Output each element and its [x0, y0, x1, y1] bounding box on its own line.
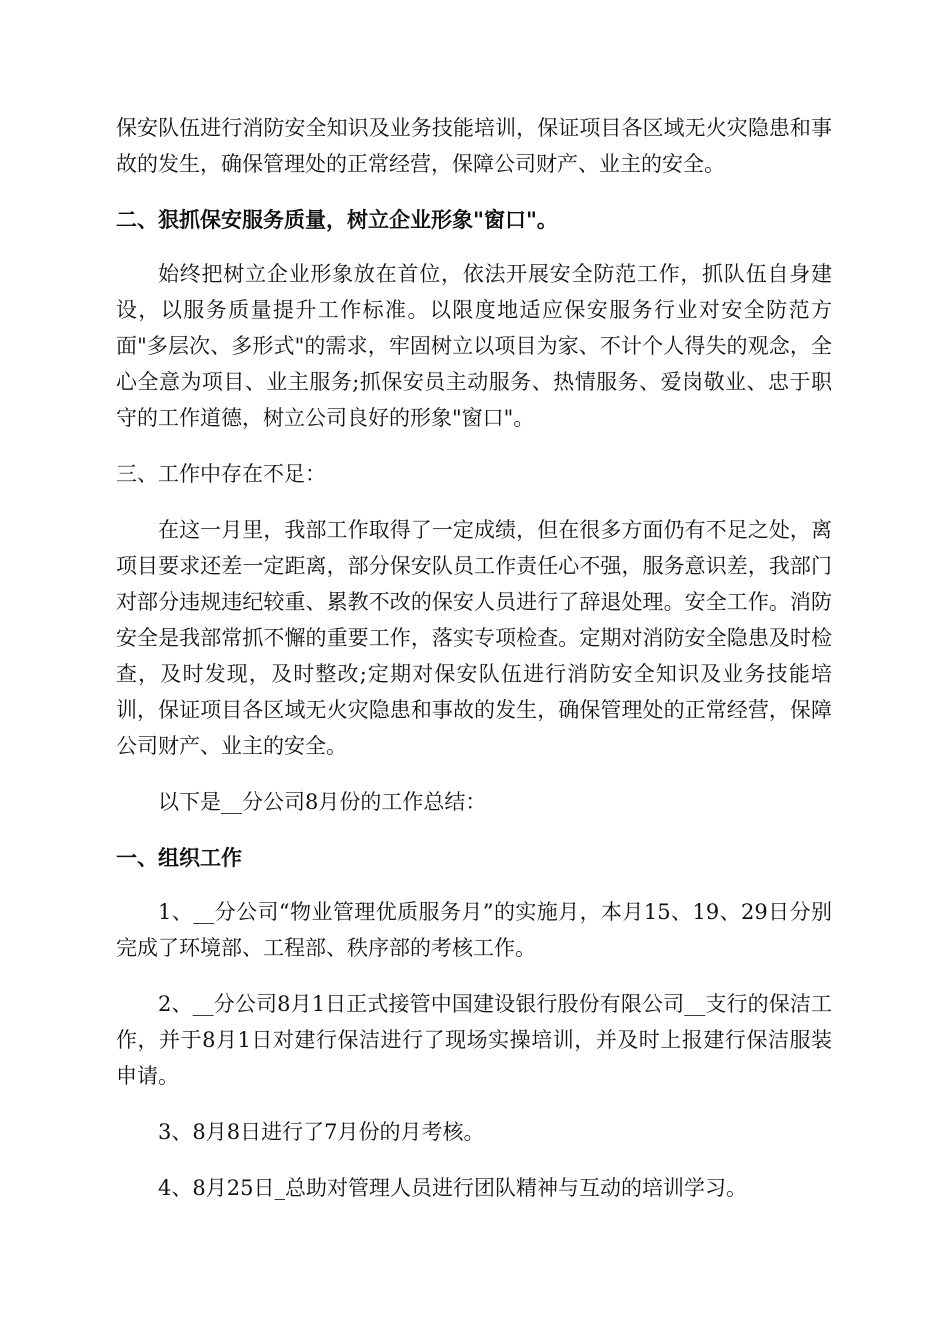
list-item-4: 4、8月25日_总助对管理人员进行团队精神与互动的培训学习。: [158, 1176, 747, 1200]
paragraph-shortcomings: 在这一月里，我部工作取得了一定成绩，但在很多方面仍有不足之处，离项目要求还差一定距离，部分保安队员工作责任心不强，服务意识差，我部门对部分违规违纪较重、累教不改的保安人员进行了辞退处理。安全工作。消防安全是我部常抓不懈的重要工作，落实专项检查。定期对消防安全隐患及时检查，及时发现，及时整改;定期对保安队伍进行消防安全知识及业务技能培训，保证项目各区域无火灾隐患和事故的发生，确保管理处的正常经营，保障公司财产、业主的安全。: [116, 518, 832, 758]
paragraph-company-image: 始终把树立企业形象放在首位，依法开展安全防范工作，抓队伍自身建设，以服务质量提升工作标准。以限度地适应保安服务行业对安全防范方面"多层次、多形式"的需求，牢固树立以项目为家、不计个人得失的观念，全心全意为项目、业主服务;抓保安员主动服务、热情服务、爱岗敬业、忠于职守的工作道德，树立公司良好的形象"窗口"。: [116, 262, 832, 430]
paragraph-august-summary-intro: 以下是__分公司8月份的工作总结：: [158, 790, 487, 814]
list-item-3: 3、8月8日进行了7月份的月考核。: [158, 1120, 485, 1144]
heading-service-quality: 二、狠抓保安服务质量，树立企业形象"窗口"。: [116, 208, 558, 232]
paragraph-fire-safety-continued: 保安队伍进行消防安全知识及业务技能培训，保证项目各区域无火灾隐患和事故的发生，确保管理处的正常经营，保障公司财产、业主的安全。: [116, 116, 832, 176]
document-page: [116, 110, 832, 1226]
list-item-2: 2、__分公司8月1日正式接管中国建设银行股份有限公司__支行的保洁工作，并于8月1日对建行保洁进行了现场实操培训，并及时上报建行保洁服装申请。: [116, 992, 832, 1088]
heading-organization-work: 一、组织工作: [116, 846, 242, 870]
list-item-1: 1、__分公司“物业管理优质服务月”的实施月，本月15、19、29日分别完成了环境部、工程部、秩序部的考核工作。: [116, 900, 832, 960]
heading-shortcomings: 三、工作中存在不足：: [116, 462, 326, 486]
